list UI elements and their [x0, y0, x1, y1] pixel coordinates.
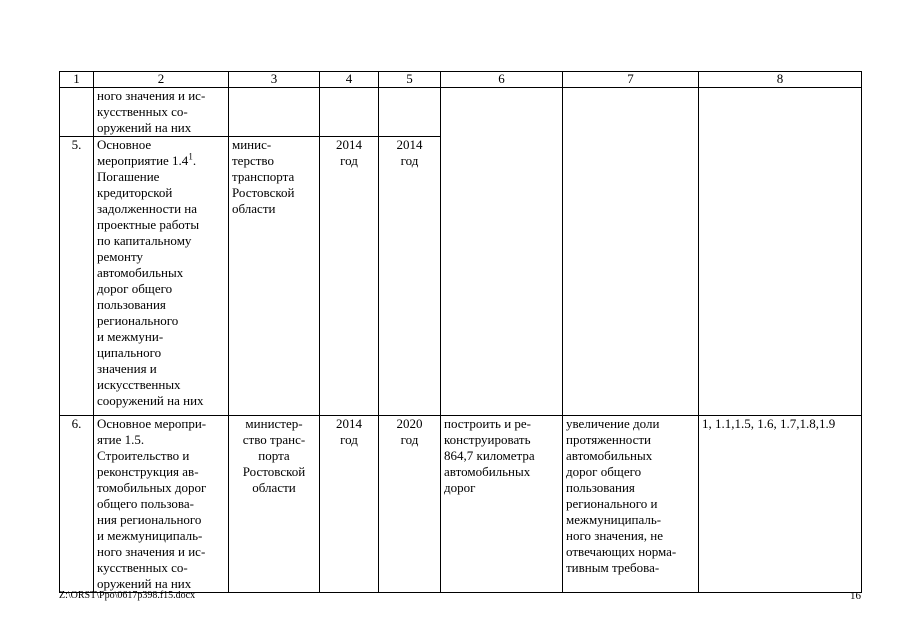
column-header: 5 — [379, 72, 441, 88]
cell-consequences: увеличение доли протяженности автомобильных дорог общего пользования регионального и межмуниципаль- ного значения, не отвечающих норма- тивным требова- — [563, 416, 699, 593]
page-number: 16 — [850, 590, 861, 602]
cell-event-name: Основное меропри- ятие 1.5. Строительство и реконструкция ав- томобильных дорог общего пользова- ния регионального и межмуниципаль- ного значения и ис- кусственных со- оружений на них — [94, 416, 229, 593]
cell-event-name: Основное мероприятие $1.4^1$. Погашение кредиторской задолженности на проектные работы по капитальному ремонту автомобильных дорог общего пользования регионального и межмуни- ципального значения и искусственных сооружений на них — [94, 137, 229, 416]
column-header: 8 — [699, 72, 862, 88]
row-number: 5. — [60, 137, 94, 416]
column-header: 1 — [60, 72, 94, 88]
cell-end-year: 2014 год — [379, 137, 441, 416]
cell-start-year: 2014 год — [320, 416, 379, 593]
column-header: 4 — [320, 72, 379, 88]
column-header: 3 — [229, 72, 320, 88]
cell-executor: министер- ство транс- порта Ростовской области — [229, 416, 320, 593]
cell-indicators: 1, 1.1,1.5, 1.6, 1.7,1.8,1.9 — [699, 416, 862, 593]
table-row-continuation — [60, 88, 862, 137]
column-header: 2 — [94, 72, 229, 88]
cell-indicators — [699, 88, 862, 416]
column-header: 6 — [441, 72, 563, 88]
cell-num — [60, 88, 94, 137]
program-table — [59, 71, 862, 593]
cell-end-year: 2020 год — [379, 416, 441, 593]
cell-consequences — [563, 88, 699, 416]
table-row-6 — [60, 416, 862, 593]
cell-start-year: 2014 год — [320, 137, 379, 416]
column-number-row — [60, 72, 862, 88]
cell-executor: минис- терство транспорта Ростовской области — [229, 137, 320, 416]
column-header: 7 — [563, 72, 699, 88]
cell-start-year — [320, 88, 379, 137]
row-number: 6. — [60, 416, 94, 593]
cell-executor — [229, 88, 320, 137]
cell-event-name: ного значения и ис- кусственных со- оружений на них — [94, 88, 229, 137]
cell-direct-result — [441, 88, 563, 416]
footer-file-path: Z:\ORST\Ppo\0617p398.f15.docx — [59, 590, 196, 601]
cell-end-year — [379, 88, 441, 137]
cell-direct-result: построить и ре- конструировать 864,7 километра автомобильных дорог — [441, 416, 563, 593]
